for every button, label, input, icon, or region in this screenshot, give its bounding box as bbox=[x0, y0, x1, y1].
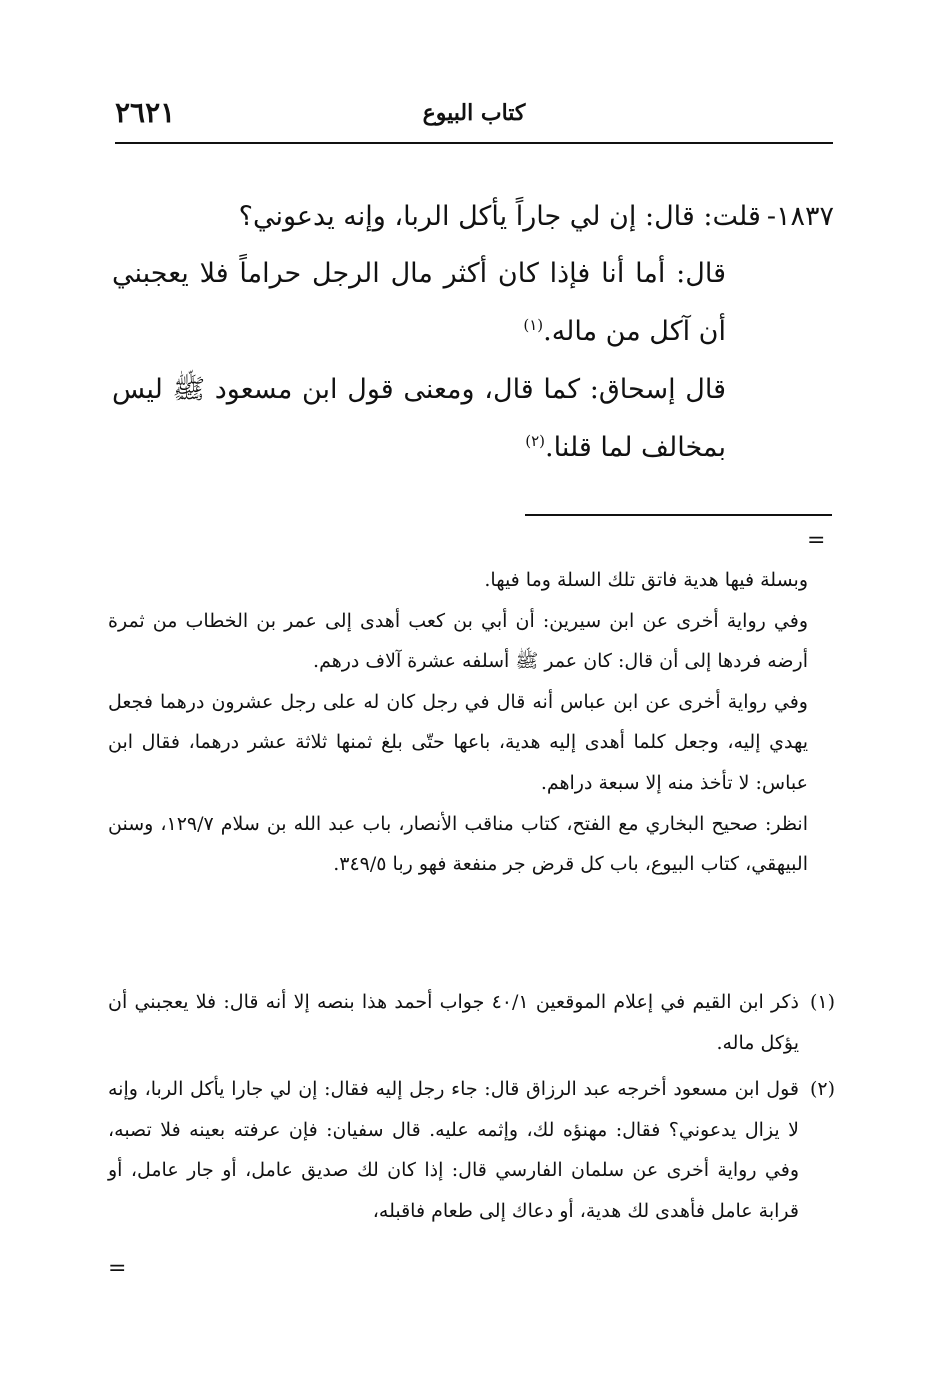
answer-paragraph-2 bbox=[112, 361, 834, 477]
footnote-item-1 bbox=[108, 982, 835, 1063]
main-text bbox=[112, 188, 834, 477]
page-number: ٢٦٢١ bbox=[115, 96, 176, 129]
continuation-mark-bottom: = bbox=[108, 1256, 127, 1281]
footnotes-list bbox=[108, 982, 835, 1238]
question-text: قلت: قال: إن لي جاراً يأكل الربا، وإنه يدعوني؟ bbox=[238, 201, 761, 232]
footnotes-continued bbox=[108, 560, 808, 885]
entry-question bbox=[112, 188, 834, 245]
footnote-continued-line: وفي رواية أخرى عن ابن عباس أنه قال في رجل كان له على رجل عشرون درهما فجعل يهدي إليه، وجعل كلما أهدى إليه هدية، باعها حتّى بلغ ثمنها ثلاثة عشر درهما، فقال ابن عباس: لا تأخذ منه إلا سبعة دراهم. bbox=[108, 690, 808, 794]
footnote-ref-1: (١) bbox=[523, 316, 544, 334]
footnote-text-2: قول ابن مسعود أخرجه عبد الرزاق قال: جاء رجل إليه فقال: إن لي جارا يأكل الربا، وإنه لا يزال يدعوني؟ فقال: مهنؤه لك، وإثمه عليه. قال سفيان: فإن عرفته بعينه فلا تصبه، وفي رواية أخرى عن سلمان الفارسي قال: إذا كان لك صديق عامل، أو جار عامل، أو قرابة عامل فأهدى لك هدية، أو دعاك إلى طعام فاقبله، bbox=[108, 1078, 799, 1222]
answer-paragraph-1 bbox=[112, 245, 834, 361]
entry-number: ١٨٣٧- bbox=[766, 201, 834, 232]
answer-2-text: قال إسحاق: كما قال، ومعنى قول ابن مسعود ﷺ ليس بمخالف لما قلنا. bbox=[112, 374, 726, 463]
page-header bbox=[115, 92, 833, 140]
running-title: كتاب البيوع bbox=[422, 100, 526, 126]
footnote-ref-2: (٢) bbox=[525, 432, 546, 450]
header-rule bbox=[115, 142, 833, 144]
footnote-continued-line: وفي رواية أخرى عن ابن سيرين: أن أبي بن كعب أهدى إلى عمر بن الخطاب من ثمرة أرضه فردها إلى أن قال: كان عمر ﷺ أسلفه عشرة آلاف درهم. bbox=[108, 609, 808, 673]
footnote-separator bbox=[525, 514, 832, 516]
footnote-continued-line: انظر: صحيح البخاري مع الفتح، كتاب مناقب الأنصار، باب عبد الله بن سلام ١٢٩/٧، وسنن البيهقي، كتاب البيوع، باب كل قرض جر منفعة فهو ربا ٣٤٩/٥. bbox=[108, 812, 808, 876]
footnote-mark-2: (٢) bbox=[809, 1078, 835, 1101]
continuation-mark-top: = bbox=[807, 528, 826, 553]
answer-1-text: قال: أما أنا فإذا كان أكثر مال الرجل حراماً فلا يعجبني أن آكل من ماله. bbox=[112, 258, 726, 347]
footnote-item-2 bbox=[108, 1069, 835, 1231]
footnote-continued-line: وبسلة فيها هدية فاتق تلك السلة وما فيها. bbox=[484, 569, 808, 591]
footnote-text-1: ذكر ابن القيم في إعلام الموقعين ٤٠/١ جواب أحمد هذا بنصه إلا أنه قال: فلا يعجبني أن يؤكل ماله. bbox=[108, 991, 800, 1054]
footnote-mark-1: (١) bbox=[809, 991, 836, 1013]
